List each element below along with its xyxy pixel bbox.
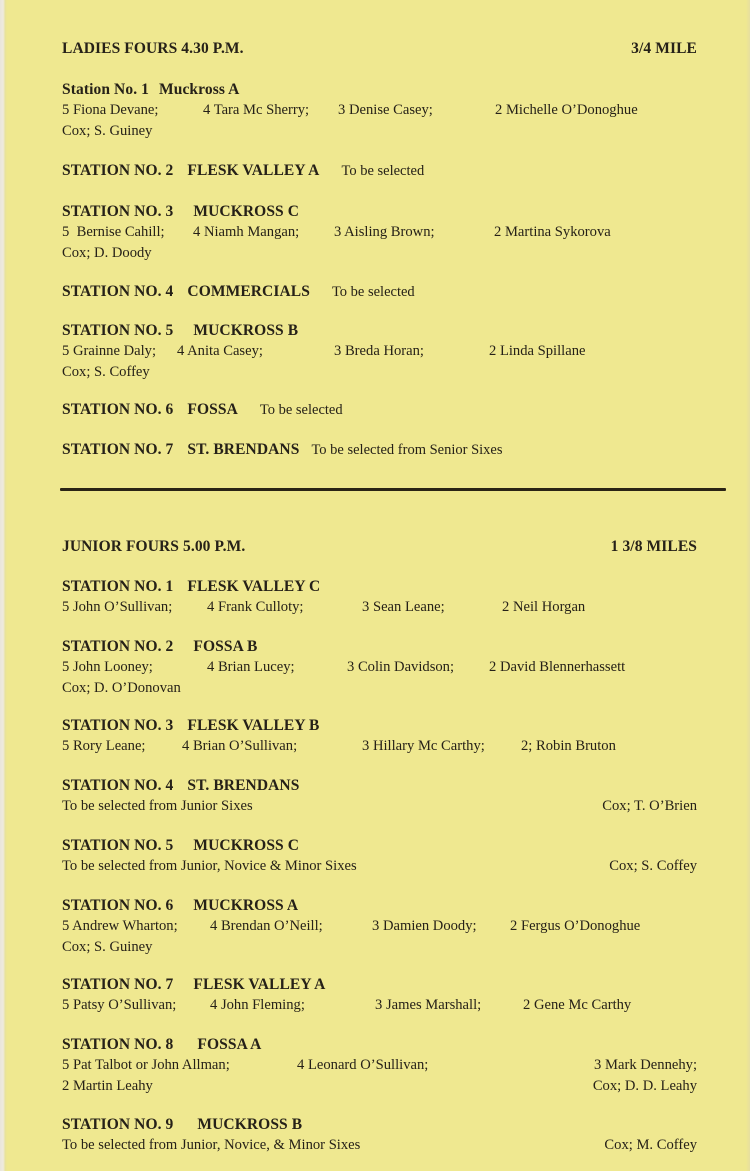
rower-name: Linda Spillane bbox=[499, 343, 586, 359]
station-heading bbox=[62, 777, 712, 795]
station-number: STATION NO. 6 bbox=[62, 897, 174, 914]
station-number: STATION NO. 6 bbox=[62, 401, 174, 418]
station-number: STATION NO. 2 bbox=[62, 162, 174, 179]
seat-number: 2 bbox=[489, 659, 497, 675]
crew-seat-3 bbox=[334, 224, 435, 241]
station-heading bbox=[62, 162, 712, 180]
station-club: Muckross A bbox=[159, 81, 240, 98]
station-number: STATION NO. 5 bbox=[62, 322, 174, 339]
crew-seat-5 bbox=[62, 738, 146, 755]
crew-seat-2 bbox=[489, 659, 625, 676]
crew-seat-3 bbox=[338, 102, 433, 119]
crew-seat-2 bbox=[510, 918, 640, 935]
cox-right: Cox; S. Coffey bbox=[609, 858, 697, 874]
crew-seat-4 bbox=[297, 1057, 428, 1074]
event-title: LADIES FOURS 4.30 P.M. bbox=[62, 40, 244, 57]
crew-seat-4 bbox=[182, 738, 297, 755]
station-number: STATION NO. 3 bbox=[62, 203, 174, 220]
rower-name: Denise Casey; bbox=[348, 102, 433, 118]
crew-seat-4 bbox=[207, 659, 295, 676]
crew-seat-3 bbox=[362, 599, 445, 616]
cox-right: Cox; M. Coffey bbox=[604, 1137, 697, 1153]
station-club: COMMERCIALS bbox=[187, 283, 310, 300]
crew-seat-4 bbox=[210, 918, 323, 935]
cox-line: Cox; S. Guiney bbox=[62, 939, 153, 955]
station-number: STATION NO. 4 bbox=[62, 283, 174, 300]
seat-number: 3 bbox=[372, 918, 380, 934]
station-heading bbox=[62, 322, 712, 340]
crew-seat-5 bbox=[62, 997, 176, 1014]
seat-number: 2 bbox=[502, 599, 510, 615]
station-heading bbox=[62, 578, 712, 596]
station-heading bbox=[62, 837, 712, 855]
seat-number: 4 bbox=[207, 659, 215, 675]
rower-name: Pat Talbot or John Allman; bbox=[72, 1057, 230, 1073]
seat-number: 4 bbox=[207, 599, 215, 615]
station-note: To be selected bbox=[331, 284, 415, 300]
seat-number: 4 bbox=[203, 102, 211, 118]
rower-name: Fergus O’Donoghue bbox=[520, 918, 641, 934]
to-be-selected-text: To be selected from Junior Sixes bbox=[62, 798, 253, 814]
station-heading bbox=[62, 401, 712, 419]
rower-name: Michelle O’Donoghue bbox=[505, 102, 638, 118]
station-club: ST. BRENDANS bbox=[187, 777, 300, 794]
event-title: JUNIOR FOURS 5.00 P.M. bbox=[62, 538, 246, 555]
crew-seat-2 bbox=[494, 224, 611, 241]
station-number: STATION NO. 3 bbox=[62, 717, 174, 734]
selection-line bbox=[62, 798, 712, 815]
seat-number: 3 bbox=[594, 1057, 602, 1073]
seat-number: 2 bbox=[494, 224, 502, 240]
station-club: FLESK VALLEY C bbox=[187, 578, 321, 595]
seat-number: 3 bbox=[334, 343, 342, 359]
crew-seat-5 bbox=[62, 224, 165, 241]
station-club: FOSSA B bbox=[193, 638, 258, 655]
crew-seat-4 bbox=[177, 343, 263, 360]
station-club: ST. BRENDANS bbox=[187, 441, 300, 458]
crew-seat-2 bbox=[62, 1078, 153, 1095]
event-distance: 3/4 MILE bbox=[631, 40, 697, 57]
cox-right: Cox; T. O’Brien bbox=[602, 798, 697, 814]
station-number: STATION NO. 7 bbox=[62, 441, 174, 458]
cox-line: Cox; D. O’Donovan bbox=[62, 680, 181, 696]
crew-seat-5 bbox=[62, 343, 156, 360]
rower-name: Grainne Daly; bbox=[72, 343, 157, 359]
crew-seat-5 bbox=[62, 1057, 230, 1074]
rower-name: Anita Casey; bbox=[187, 343, 263, 359]
station-club: FOSSA A bbox=[197, 1036, 262, 1053]
rower-name: David Blennerhassett bbox=[499, 659, 626, 675]
rower-name: Mark Dennehy; bbox=[605, 1057, 697, 1073]
rower-name: John O’Sullivan; bbox=[72, 599, 173, 615]
seat-number: 4 bbox=[297, 1057, 305, 1073]
crew-seat-2 bbox=[495, 102, 638, 119]
seat-number: 2; bbox=[521, 738, 533, 754]
rower-name: Niamh Mangan; bbox=[203, 224, 300, 240]
crew-seat-3 bbox=[347, 659, 454, 676]
station-club: FOSSA bbox=[187, 401, 238, 418]
station-heading bbox=[62, 976, 712, 994]
seat-number: 4 bbox=[193, 224, 201, 240]
rower-name: Leonard O’Sullivan; bbox=[307, 1057, 429, 1073]
rower-name: Robin Bruton bbox=[536, 738, 616, 754]
crew-seat-5 bbox=[62, 102, 158, 119]
rower-name: Hillary Mc Carthy; bbox=[372, 738, 485, 754]
rower-name: John Looney; bbox=[72, 659, 153, 675]
rower-name: Gene Mc Carthy bbox=[533, 997, 632, 1013]
rower-name: Martina Sykorova bbox=[504, 224, 611, 240]
crew-seat-5 bbox=[62, 599, 172, 616]
station-heading bbox=[62, 897, 712, 915]
station-note: To be selected from Senior Sixes bbox=[311, 442, 503, 458]
station-note: To be selected bbox=[341, 163, 425, 179]
station-number: STATION NO. 1 bbox=[62, 578, 174, 595]
seat-number: 5 bbox=[62, 997, 70, 1013]
crew-seat-5 bbox=[62, 659, 153, 676]
crew-seat-5 bbox=[62, 918, 178, 935]
station-number: STATION NO. 4 bbox=[62, 777, 174, 794]
rower-name: Rory Leane; bbox=[72, 738, 146, 754]
crew-seat-3 bbox=[375, 997, 481, 1014]
crew-seat-3 bbox=[594, 1057, 697, 1074]
rower-name: Neil Horgan bbox=[512, 599, 586, 615]
seat-number: 5 bbox=[62, 738, 70, 754]
seat-number: 2 bbox=[510, 918, 518, 934]
seat-number: 5 bbox=[62, 659, 70, 675]
station-club: MUCKROSS A bbox=[193, 897, 299, 914]
crew-seat-2 bbox=[523, 997, 631, 1014]
rower-name: Andrew Wharton; bbox=[72, 918, 178, 934]
seat-number: 5 bbox=[62, 918, 70, 934]
station-number: STATION NO. 2 bbox=[62, 638, 174, 655]
station-heading bbox=[62, 441, 712, 459]
selection-line bbox=[62, 1137, 712, 1154]
crew-seat-4 bbox=[207, 599, 304, 616]
seat-number: 4 bbox=[177, 343, 185, 359]
seat-number: 2 bbox=[495, 102, 503, 118]
station-club: FLESK VALLEY B bbox=[187, 717, 320, 734]
rower-name: Bernise Cahill; bbox=[76, 224, 165, 240]
rower-name: Sean Leane; bbox=[372, 599, 445, 615]
station-heading bbox=[62, 1116, 712, 1134]
station-club: MUCKROSS C bbox=[193, 203, 300, 220]
station-number: Station No. 1 bbox=[62, 81, 149, 98]
section-divider bbox=[60, 488, 726, 491]
station-heading bbox=[62, 638, 712, 656]
crew-seat-3 bbox=[372, 918, 477, 935]
seat-number: 5 bbox=[62, 1057, 70, 1073]
seat-number: 3 bbox=[338, 102, 346, 118]
event-header-ladies-fours bbox=[62, 40, 712, 58]
crew-seat-3 bbox=[362, 738, 485, 755]
seat-number: 5 bbox=[62, 224, 70, 240]
rower-name: Patsy O’Sullivan; bbox=[72, 997, 177, 1013]
station-heading bbox=[62, 81, 712, 99]
seat-number: 2 bbox=[523, 997, 531, 1013]
seat-number: 5 bbox=[62, 599, 70, 615]
rower-name: Damien Doody; bbox=[382, 918, 477, 934]
seat-number: 3 bbox=[375, 997, 383, 1013]
station-club: FLESK VALLEY A bbox=[187, 162, 320, 179]
station-club: MUCKROSS B bbox=[197, 1116, 303, 1133]
rower-name: Tara Mc Sherry; bbox=[213, 102, 310, 118]
rower-name: Brendan O’Neill; bbox=[220, 918, 323, 934]
rower-name: Martin Leahy bbox=[72, 1078, 153, 1094]
rower-name: James Marshall; bbox=[385, 997, 482, 1013]
crew-seat-4 bbox=[193, 224, 299, 241]
station-heading bbox=[62, 1036, 712, 1054]
cox-line: Cox; S. Coffey bbox=[62, 364, 150, 380]
rower-name: Frank Culloty; bbox=[217, 599, 304, 615]
rower-name: Colin Davidson; bbox=[357, 659, 455, 675]
seat-number: 3 bbox=[347, 659, 355, 675]
station-heading bbox=[62, 717, 712, 735]
event-header-junior-fours bbox=[62, 538, 712, 556]
station-heading bbox=[62, 283, 712, 301]
station-club: FLESK VALLEY A bbox=[193, 976, 326, 993]
crew-seat-2 bbox=[521, 738, 616, 755]
rower-name: Breda Horan; bbox=[344, 343, 424, 359]
seat-number: 3 bbox=[362, 738, 370, 754]
station-number: STATION NO. 8 bbox=[62, 1036, 174, 1053]
event-distance: 1 3/8 MILES bbox=[610, 538, 697, 555]
station-heading bbox=[62, 203, 712, 221]
cox-line: Cox; D. Doody bbox=[62, 245, 152, 261]
station-club: MUCKROSS B bbox=[193, 322, 299, 339]
seat-number: 5 bbox=[62, 343, 70, 359]
to-be-selected-text: To be selected from Junior, Novice, & Minor Sixes bbox=[62, 1137, 361, 1153]
station-club: MUCKROSS C bbox=[193, 837, 300, 854]
crew-seat-2 bbox=[489, 343, 585, 360]
seat-number: 4 bbox=[210, 997, 218, 1013]
seat-number: 2 bbox=[62, 1078, 70, 1094]
seat-number: 4 bbox=[182, 738, 190, 754]
rower-name: Brian Lucey; bbox=[217, 659, 295, 675]
rower-name: Fiona Devane; bbox=[72, 102, 159, 118]
cox-line: Cox; S. Guiney bbox=[62, 123, 153, 139]
cox-line: Cox; D. D. Leahy bbox=[592, 1078, 697, 1094]
seat-number: 3 bbox=[362, 599, 370, 615]
crew-seat-2 bbox=[502, 599, 585, 616]
crew-seat-4 bbox=[210, 997, 305, 1014]
station-note: To be selected bbox=[259, 402, 343, 418]
rower-name: Brian O’Sullivan; bbox=[192, 738, 298, 754]
selection-line bbox=[62, 858, 712, 875]
rower-name: John Fleming; bbox=[220, 997, 305, 1013]
seat-number: 4 bbox=[210, 918, 218, 934]
seat-number: 5 bbox=[62, 102, 70, 118]
seat-number: 2 bbox=[489, 343, 497, 359]
seat-number: 3 bbox=[334, 224, 342, 240]
to-be-selected-text: To be selected from Junior, Novice & Minor Sixes bbox=[62, 858, 357, 874]
station-number: STATION NO. 5 bbox=[62, 837, 174, 854]
rower-name: Aisling Brown; bbox=[344, 224, 435, 240]
station-number: STATION NO. 7 bbox=[62, 976, 174, 993]
crew-seat-4 bbox=[203, 102, 309, 119]
crew-seat-3 bbox=[334, 343, 424, 360]
station-number: STATION NO. 9 bbox=[62, 1116, 174, 1133]
